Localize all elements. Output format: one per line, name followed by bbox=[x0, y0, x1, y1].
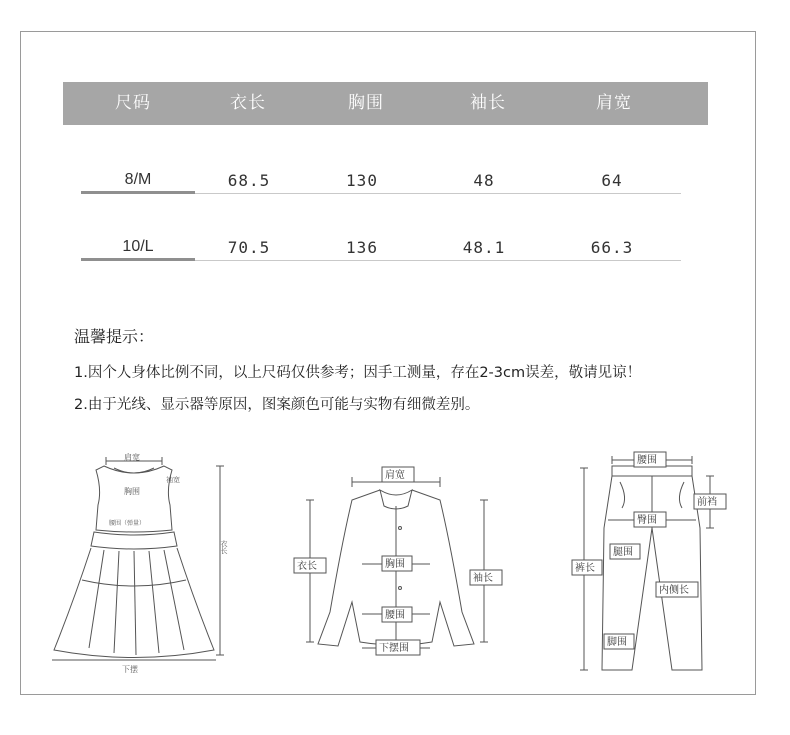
cell-shoulder: 64 bbox=[601, 171, 623, 190]
dress-length-label: 衣长 bbox=[220, 540, 228, 554]
row-divider-thick bbox=[81, 258, 195, 261]
pants-thigh-label: 腿围 bbox=[613, 547, 633, 558]
cell-length: 70.5 bbox=[227, 238, 271, 257]
header-sleeve: 袖长 bbox=[470, 93, 506, 113]
tips-title: 温馨提示： bbox=[74, 327, 155, 346]
header-size: 尺码 bbox=[115, 93, 151, 113]
dress-measurement-diagram bbox=[44, 450, 239, 680]
pants-hip-label: 臀围 bbox=[637, 515, 657, 526]
shirt-measurement-diagram bbox=[290, 462, 505, 662]
dress-waist-label: 腰围（弹量） bbox=[109, 520, 146, 527]
pants-leg-opening-label: 脚围 bbox=[607, 637, 627, 648]
header-length: 衣长 bbox=[230, 93, 266, 113]
dress-sleeve-label: 袖宽 bbox=[166, 476, 180, 484]
cell-bust: 136 bbox=[346, 238, 378, 257]
cell-size: 8/M bbox=[124, 171, 152, 188]
shirt-bust-label: 胸围 bbox=[385, 559, 405, 570]
pants-inseam-label: 内侧长 bbox=[659, 585, 689, 596]
cell-length: 68.5 bbox=[227, 171, 271, 190]
shirt-length-label: 衣长 bbox=[297, 561, 317, 572]
pants-length-label: 裤长 bbox=[575, 563, 595, 574]
pants-waist-label: 腰围 bbox=[637, 455, 657, 466]
shirt-shoulder-label: 肩宽 bbox=[385, 470, 405, 481]
dress-shoulder-label: 肩宽 bbox=[124, 453, 140, 462]
dress-hem-label: 下摆 bbox=[122, 665, 138, 674]
size-table-header bbox=[63, 82, 708, 125]
shirt-waist-label: 腰围 bbox=[385, 610, 405, 621]
header-bust: 胸围 bbox=[348, 93, 384, 113]
shirt-sleeve-label: 袖长 bbox=[473, 573, 493, 584]
tip-line-1: 1.因个人身体比例不同，以上尺码仅供参考；因手工测量，存在2-3cm误差，敬请见谅！ bbox=[74, 365, 642, 381]
row-divider-thin bbox=[195, 260, 681, 261]
cell-sleeve: 48 bbox=[473, 171, 495, 190]
pants-measurement-diagram bbox=[570, 448, 730, 678]
cell-sleeve: 48.1 bbox=[462, 238, 506, 257]
row-divider-thick bbox=[81, 191, 195, 194]
pants-front-rise-label: 前裆 bbox=[697, 497, 717, 508]
cell-bust: 130 bbox=[346, 171, 378, 190]
shirt-hem-label: 下摆围 bbox=[379, 643, 409, 654]
header-shoulder: 肩宽 bbox=[596, 93, 632, 113]
cell-size: 10/L bbox=[122, 238, 154, 255]
cell-shoulder: 66.3 bbox=[590, 238, 634, 257]
row-divider-thin bbox=[195, 193, 681, 194]
tip-line-2: 2.由于光线、显示器等原因，图案颜色可能与实物有细微差别。 bbox=[74, 397, 480, 413]
dress-bust-label: 胸围 bbox=[124, 487, 140, 496]
